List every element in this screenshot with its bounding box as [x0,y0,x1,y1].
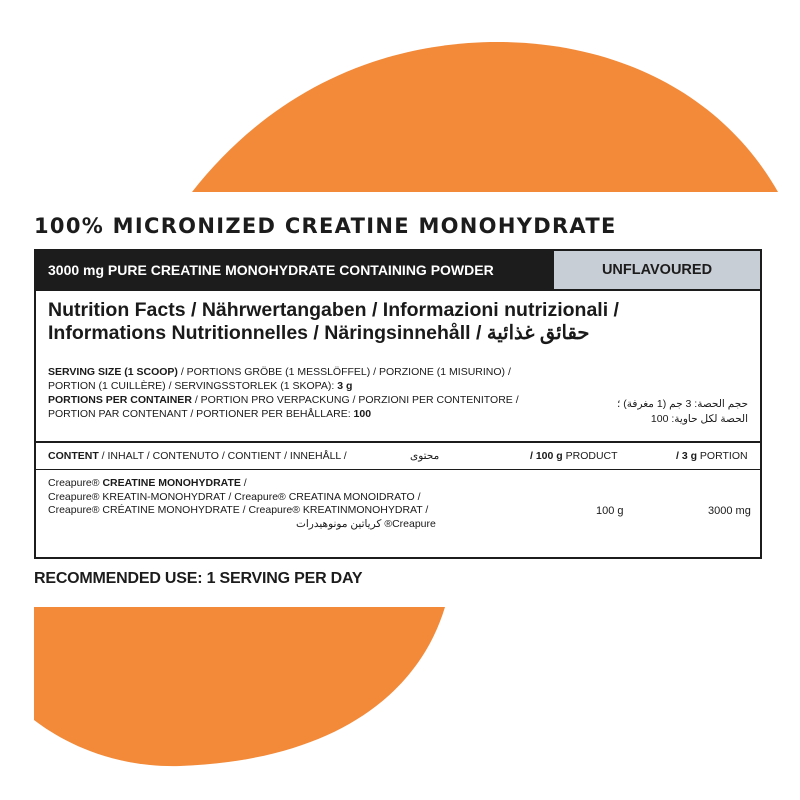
product-description: 3000 mg PURE CREATINE MONOHYDRATE CONTAINING POWDER [36,251,552,289]
content-translations: / INHALT / CONTENUTO / CONTIENT / INNEHÅLL / [98,450,347,462]
ingredient-translation-1: Creapure® KREATIN-MONOHYDRAT / Creapure® CREATINA MONOIDRATO / [48,490,421,503]
value-per-100g: 100 g [596,505,624,517]
ingredient-name: CREATINE MONOHYDRATE [102,477,241,489]
serving-size-label: SERVING SIZE (1 SCOOP) [48,366,178,378]
column-portion-unit: PORTION [697,450,748,462]
nutrition-title-line2: Informations Nutritionnelles / Näringsinnehåll / حقائق غذائية [48,322,590,344]
column-header-portion [676,449,748,463]
content-header [48,449,347,463]
serving-size-line2 [48,379,519,393]
brand-name: Creapure® [48,477,103,489]
content-label: CONTENT [48,450,99,462]
divider-top [36,441,760,443]
product-headline: 100% MICRONIZED CREATINE MONOHYDRATE [34,214,617,238]
nutrition-title-line1: Nutrition Facts / Nährwertangaben / Informazioni nutrizionali / [48,299,619,321]
recommended-use: RECOMMENDED USE: 1 SERVING PER DAY [34,570,363,587]
column-header-100g [530,449,618,463]
column-100g-unit: PRODUCT [562,450,618,462]
value-per-portion: 3000 mg [708,505,751,517]
serving-info [48,365,519,421]
divider-header [36,469,760,470]
serving-size-translations-2: PORTION (1 CUILLÈRE) / SERVINGSSTORLEK (1 SKOPA): [48,380,338,392]
ingredient-translation-2: Creapure® CRÉATINE MONOHYDRATE / Creapure® KREATINMONOHYDRAT / [48,504,429,516]
portions-translations-2: PORTION PAR CONTENANT / PORTIONER PER BEHÅLLARE: [48,408,354,420]
portions-value: 100 [353,408,372,420]
serving-size-translations: / PORTIONS GRÖBE (1 MESSLÖFFEL) / PORZIONE (1 MISURINO) / [177,366,511,378]
product-description-bar [36,251,760,291]
table-row [48,477,496,531]
flavor-badge: UNFLAVOURED [552,251,760,289]
nutrition-facts-title [48,299,748,345]
portions-translations: / PORTION PRO VERPACKUNG / PORZIONI PER CONTENITORE / [191,394,519,406]
serving-arabic-line2: الحصة لكل حاوية: 100 [650,413,748,425]
portions-line [48,393,519,407]
content-header-arabic: محتوى [410,450,440,462]
serving-info-arabic [548,397,748,427]
column-portion-label: / 3 g [676,450,698,462]
nutrition-label [34,249,762,559]
serving-size-line [48,365,519,379]
serving-arabic-line1: حجم الحصة: 3 جم (1 مغرفة) ؛ [617,398,748,410]
ingredient-name-line: Creapure® CREATINE MONOHYDRATE / [48,477,247,489]
ingredient-translation-arabic: Creapure® كرياتين مونوهيدرات [296,517,436,530]
column-100g-label: / 100 g [530,450,563,462]
portions-label: PORTIONS PER CONTAINER [48,394,192,406]
serving-size-value: 3 g [337,380,353,392]
portions-line2 [48,407,519,421]
